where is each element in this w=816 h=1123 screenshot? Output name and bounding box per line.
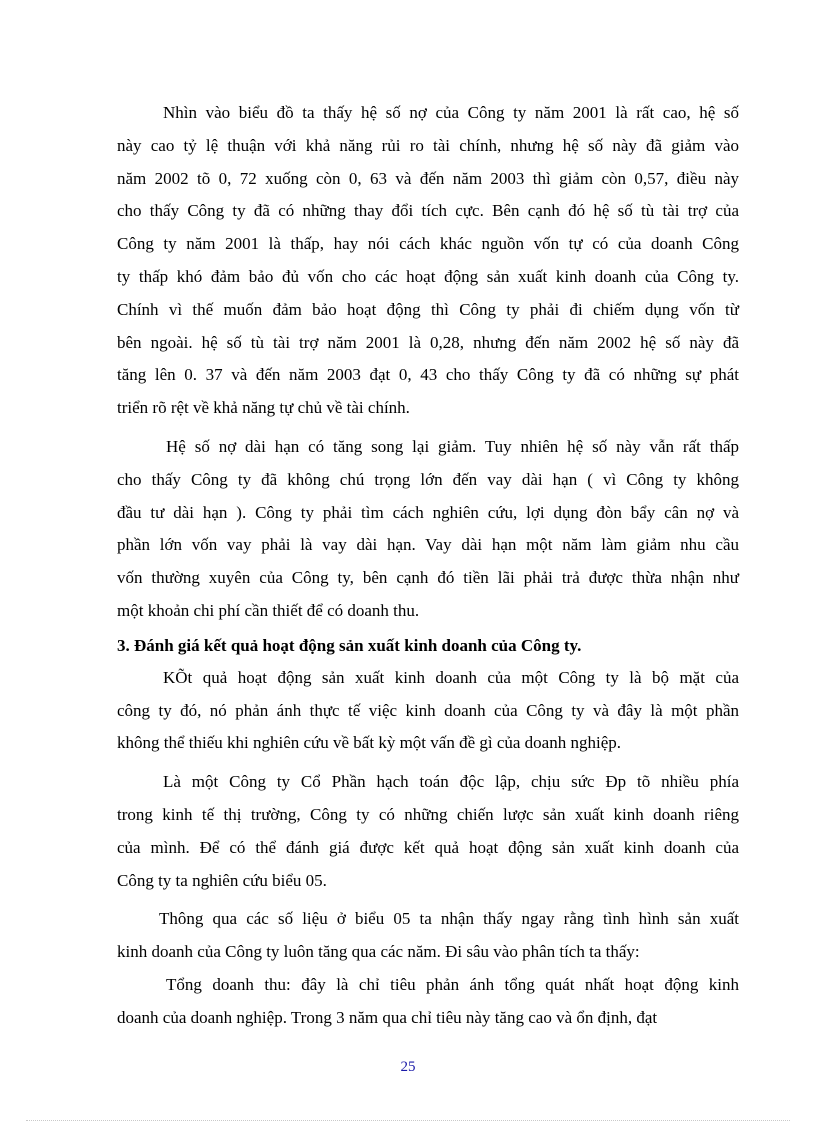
paragraph-joint-stock — [117, 766, 739, 897]
text-line: một khoản chi phí cần thiết để có doanh thu. — [117, 600, 420, 620]
text-line: Công ty ta nghiên cứu biểu 05. — [117, 870, 327, 890]
text-line: phần lớn vốn vay phải là vay dài hạn. Vay dài hạn một năm làm giảm nhu cầu — [117, 535, 739, 555]
text-line: Thông qua các số liệu ở biểu 05 ta nhận thấy ngay rằng tình hình sản xuất — [159, 909, 739, 929]
text-line: năm 2002 tõ 0, 72 xuống còn 0, 63 và đến năm 2003 thì giảm còn 0,57, điều này — [117, 168, 739, 188]
text-line: cho thấy Công ty đã có những thay đổi tích cực. Bên cạnh đó hệ số tù tài trợ của — [117, 201, 739, 221]
text-line: đầu tư dài hạn ). Công ty phải tìm cách nghiên cứu, lợi dụng đòn bẩy cân nợ và — [117, 502, 739, 522]
text-line: bên ngoài. hệ số tù tài trợ năm 2001 là 0,28, nhưng đến năm 2002 hệ số này đã — [117, 332, 739, 352]
text-line: Là một Công ty Cổ Phần hạch toán độc lập, chịu sức Ðp tõ nhiều phía — [163, 772, 739, 792]
text-line: không thể thiếu khi nghiên cứu về bất kỳ một vấn đề gì của doanh nghiệp. — [117, 733, 621, 753]
text-line: Công ty năm 2001 là thấp, hay nói cách khác nguồn vốn tự có của doanh Công — [117, 234, 739, 254]
text-line: này cao tỷ lệ thuận với khả năng rủi ro tài chính, nhưng hệ số này đã giảm vào — [117, 135, 739, 155]
page-number: 25 — [400, 1059, 416, 1075]
text-line: Nhìn vào biểu đồ ta thấy hệ số nợ của Công ty năm 2001 là rất cao, hệ số — [163, 103, 739, 122]
text-line: triển rõ rệt về khả năng tự chủ về tài chính. — [117, 398, 410, 418]
section-heading: 3. Đánh giá kết quả hoạt động sản xuất kinh doanh của Công ty. — [117, 635, 582, 655]
paragraph-data-table-05 — [117, 903, 739, 969]
page-bottom-rule — [26, 1120, 790, 1121]
text-line: ty thấp khó đảm bảo đủ vốn cho các hoạt động sản xuất kinh doanh của Công ty. — [117, 266, 739, 286]
paragraph-total-revenue — [117, 969, 739, 1035]
paragraph-debt-ratio — [117, 97, 739, 425]
text-line: kinh doanh của Công ty luôn tăng qua các năm. Đi sâu vào phân tích ta thấy: — [117, 942, 640, 962]
text-line: trong kinh tế thị trường, Công ty có những chiến lược sản xuất kinh doanh riêng — [117, 804, 739, 824]
text-line: Tổng doanh thu: đây là chỉ tiêu phản ánh tổng quát nhất hoạt động kinh — [166, 974, 739, 994]
document-body — [117, 97, 739, 1035]
text-line: của mình. Để có thể đánh giá được kết quả hoạt động sản xuất kinh doanh của — [117, 837, 739, 857]
text-line: công ty đó, nó phản ánh thực tế việc kinh doanh của Công ty và đây là một phần — [117, 700, 739, 720]
text-line: Chính vì thế muốn đảm bảo hoạt động thì Công ty phải đi chiếm dụng vốn từ — [117, 299, 739, 319]
text-line: tăng lên 0. 37 và đến năm 2003 đạt 0, 43 cho thấy Công ty đã có những sự phát — [117, 365, 739, 385]
text-line: doanh của doanh nghiệp. Trong 3 năm qua chỉ tiêu này tăng cao và ổn định, đạt — [117, 1007, 658, 1027]
text-line: vốn thường xuyên của Công ty, bên cạnh đó tiền lãi phải trả được thừa nhận như — [117, 568, 739, 588]
text-line: Hệ số nợ dài hạn có tăng song lại giảm. Tuy nhiên hệ số này vẫn rất thấp — [166, 436, 739, 456]
paragraph-long-term-debt — [117, 431, 739, 628]
text-line: KÕt quả hoạt động sản xuất kinh doanh của một Công ty là bộ mặt của — [163, 667, 739, 687]
text-line: cho thấy Công ty đã không chú trọng lớn đến vay dài hạn ( vì Công ty không — [117, 469, 739, 489]
paragraph-business-results — [117, 662, 739, 760]
